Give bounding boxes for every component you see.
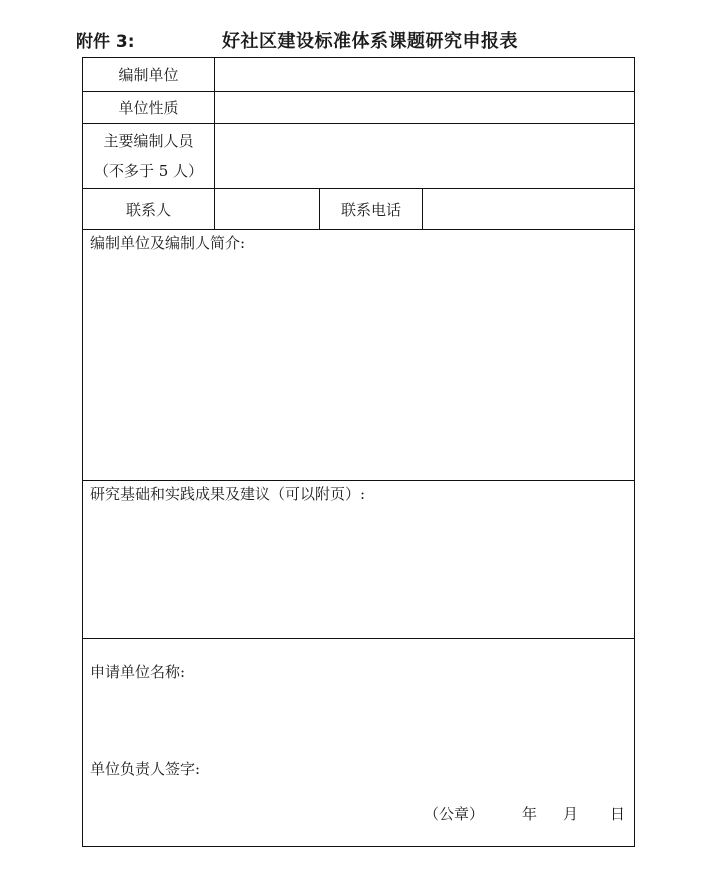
editors-label-line1: 主要编制人员	[103, 132, 194, 150]
contact-label-text: 联系人	[125, 200, 171, 219]
contact-field[interactable]	[215, 189, 319, 229]
seal-date-line	[424, 803, 625, 824]
application-form-table	[82, 57, 635, 847]
editors-label-line2: （不多于 5 人）	[93, 162, 204, 180]
signature-section	[83, 639, 634, 846]
applicant-label: 申请单位名称:	[90, 663, 186, 681]
intro-label: 编制单位及编制人简介:	[90, 234, 246, 252]
contact-label	[83, 189, 214, 229]
nature-field[interactable]	[215, 92, 634, 123]
unit-label-text: 编制单位	[118, 66, 179, 84]
phone-field[interactable]	[423, 189, 634, 229]
intro-section[interactable]	[83, 230, 634, 480]
day-text: 日	[609, 805, 625, 823]
seal-text: （公章）	[423, 805, 484, 823]
editors-field[interactable]	[215, 124, 634, 188]
basis-label: 研究基础和实践成果及建议（可以附页）:	[90, 485, 366, 503]
year-text: 年	[521, 805, 537, 823]
attachment-number: 附件 3:	[76, 32, 135, 52]
phone-label-text: 联系电话	[340, 200, 401, 219]
signature-label: 单位负责人签字:	[90, 760, 201, 778]
form-title: 好社区建设标准体系课题研究申报表	[222, 31, 518, 52]
editors-label	[83, 124, 214, 188]
phone-label	[320, 189, 422, 229]
unit-label	[83, 58, 214, 91]
nature-label-text: 单位性质	[118, 99, 179, 117]
unit-field[interactable]	[215, 58, 634, 91]
basis-section[interactable]	[83, 481, 634, 638]
month-text: 月	[562, 805, 578, 823]
nature-label	[83, 92, 214, 123]
